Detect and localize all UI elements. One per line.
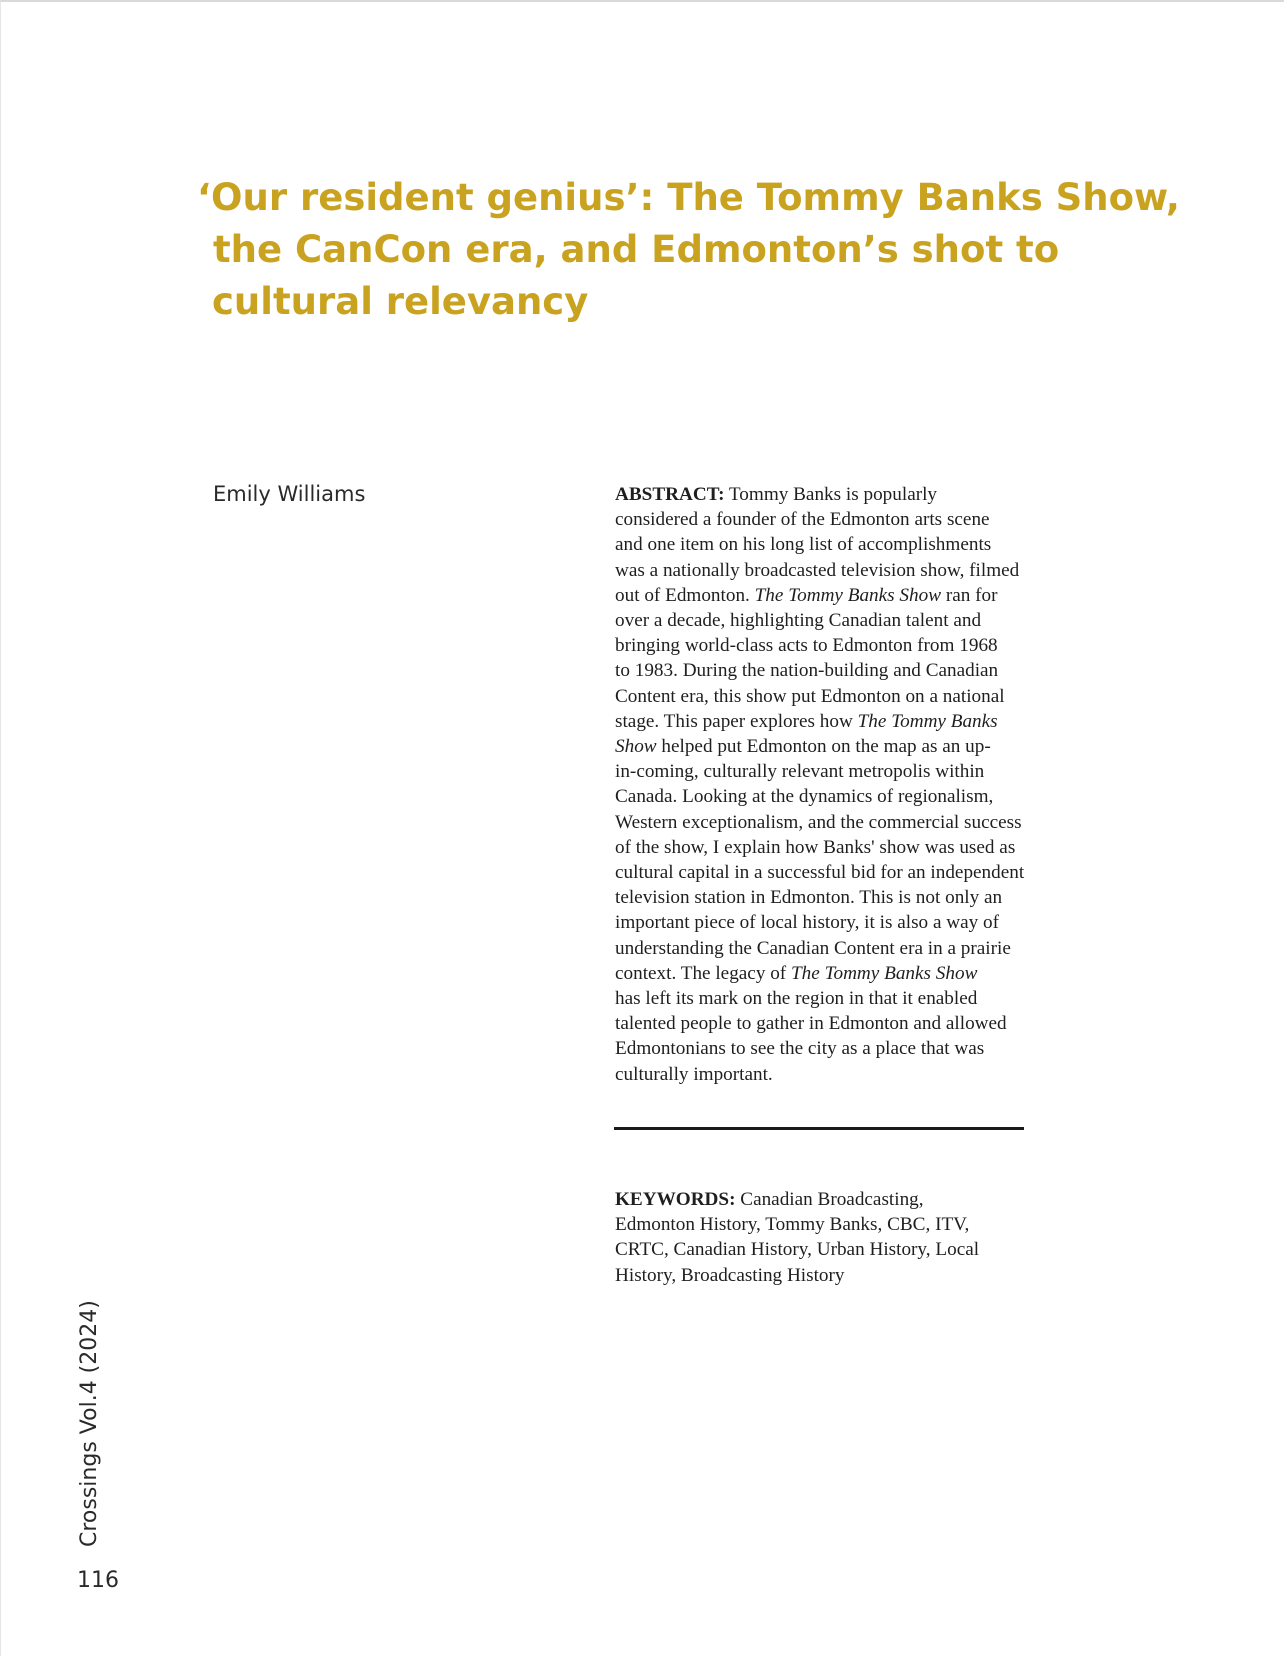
abstract-line xyxy=(615,961,1045,986)
abstract-text: Canada. Looking at the dynamics of regionalism, xyxy=(615,786,994,808)
abstract-line xyxy=(615,936,1045,961)
keywords-text: History, Broadcasting History xyxy=(615,1264,845,1286)
abstract-text: context. The legacy of xyxy=(615,962,791,984)
abstract-line xyxy=(615,784,1045,809)
abstract-line xyxy=(615,583,1045,608)
abstract-text: stage. This paper explores how xyxy=(615,710,858,732)
abstract-line xyxy=(615,507,1045,532)
article-title-line: ‘Our resident genius’: The Tommy Banks Show, xyxy=(197,176,1180,219)
abstract-line xyxy=(615,532,1045,557)
abstract-line xyxy=(615,684,1045,709)
abstract-line xyxy=(615,860,1045,885)
abstract-line xyxy=(615,910,1045,935)
section-divider xyxy=(614,1127,1024,1130)
keywords xyxy=(615,1187,1045,1288)
abstract-text: talented people to gather in Edmonton and allowed xyxy=(615,1013,1007,1035)
abstract-text: to 1983. During the nation-building and Canadian xyxy=(615,660,999,682)
abstract-line xyxy=(615,986,1045,1011)
abstract xyxy=(615,482,1045,1087)
abstract-line xyxy=(615,734,1045,759)
abstract-text: bringing world-class acts to Edmonton from 1968 xyxy=(615,635,998,657)
abstract-line xyxy=(615,759,1045,784)
abstract-line xyxy=(615,835,1045,860)
page-number: 116 xyxy=(77,1568,119,1593)
article-title xyxy=(197,172,1180,328)
abstract-text: Tommy Banks is popularly xyxy=(724,484,938,505)
abstract-text: of the show, I explain how Banks' show was used as xyxy=(615,836,1016,858)
abstract-text: considered a founder of the Edmonton arts scene xyxy=(615,509,990,531)
abstract-line xyxy=(615,658,1045,683)
abstract-text: out of Edmonton. xyxy=(615,584,755,606)
abstract-text: culturally important. xyxy=(615,1063,773,1085)
keywords-line xyxy=(615,1212,1045,1237)
abstract-text: ran for xyxy=(941,584,998,606)
abstract-line xyxy=(615,709,1045,734)
abstract-text: over a decade, highlighting Canadian talent and xyxy=(615,610,982,632)
keywords-text: CRTC, Canadian History, Urban History, Local xyxy=(615,1239,980,1261)
keywords-line xyxy=(615,1237,1045,1262)
article-title-line: the CanCon era, and Edmonton’s shot to xyxy=(213,228,1060,271)
author-name: Emily Williams xyxy=(213,482,366,506)
abstract-line xyxy=(615,633,1045,658)
abstract-line xyxy=(615,885,1045,910)
show-title-italic: The Tommy Banks Show xyxy=(791,962,978,984)
keywords-text: Edmonton History, Tommy Banks, CBC, ITV, xyxy=(615,1214,970,1236)
abstract-text: cultural capital in a successful bid for an independent xyxy=(615,862,1025,884)
abstract-line xyxy=(615,1036,1045,1061)
abstract-text: Edmontonians to see the city as a place that was xyxy=(615,1038,985,1060)
keywords-line xyxy=(615,1187,1045,1212)
abstract-text: important piece of local history, it is also a way of xyxy=(615,912,1000,934)
abstract-line xyxy=(615,608,1045,633)
show-title-italic: The Tommy Banks Show xyxy=(754,584,942,606)
journal-running-head: Crossings Vol.4 (2024) xyxy=(77,1300,102,1547)
abstract-line xyxy=(615,482,1045,507)
abstract-line xyxy=(615,1011,1045,1036)
abstract-label: ABSTRACT: xyxy=(615,484,725,505)
abstract-line xyxy=(615,1062,1045,1087)
keywords-text: Canadian Broadcasting, xyxy=(735,1189,924,1210)
keywords-line xyxy=(615,1263,1045,1288)
show-title-italic: The Tommy Banks xyxy=(857,710,998,732)
abstract-text: and one item on his long list of accomplishments xyxy=(615,534,992,556)
abstract-text: has left its mark on the region in that it enabled xyxy=(615,988,978,1010)
abstract-text: helped put Edmonton on the map as an up- xyxy=(656,736,991,758)
abstract-text: Content era, this show put Edmonton on a national xyxy=(615,685,1005,707)
abstract-text: in-coming, culturally relevant metropolis within xyxy=(615,761,985,783)
abstract-text: Western exceptionalism, and the commercial success xyxy=(615,811,1022,833)
keywords-label: KEYWORDS: xyxy=(615,1189,736,1210)
article-title-line: cultural relevancy xyxy=(212,280,589,323)
show-title-italic: Show xyxy=(615,736,657,758)
abstract-line xyxy=(615,558,1045,583)
abstract-text: television station in Edmonton. This is not only an xyxy=(615,887,1003,909)
abstract-text: understanding the Canadian Content era in a prairie xyxy=(615,937,1011,959)
abstract-text: was a nationally broadcasted television show, filmed xyxy=(615,559,1020,581)
abstract-line xyxy=(615,810,1045,835)
